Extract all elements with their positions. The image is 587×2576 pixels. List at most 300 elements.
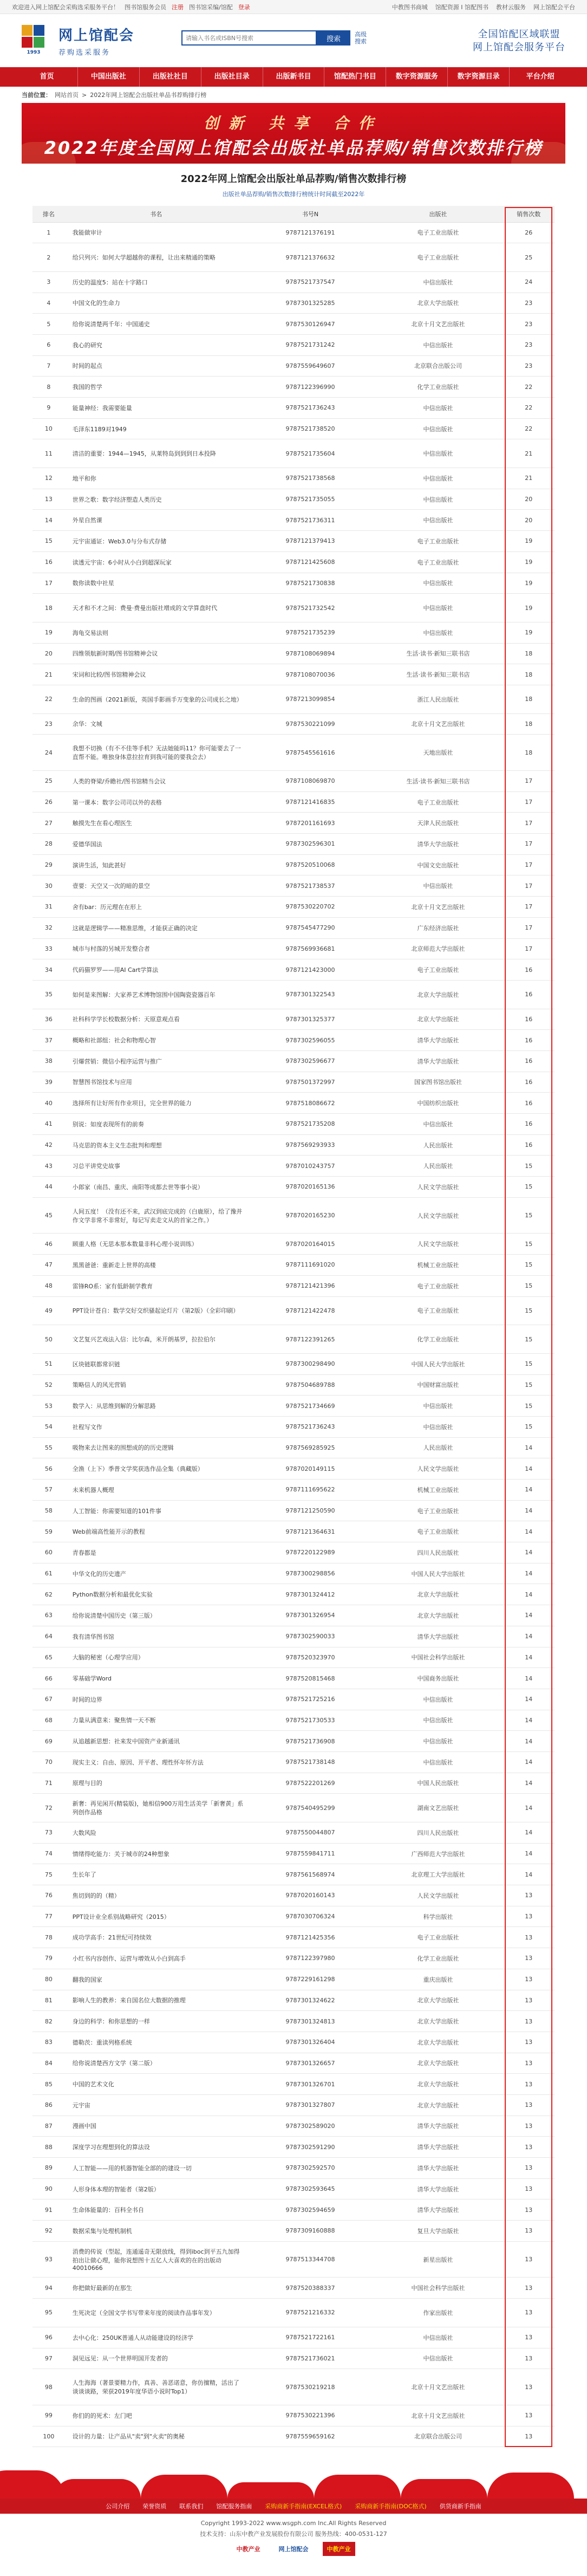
title-cell[interactable]: 四维领航新时期/图书馆精神会议 [65, 643, 247, 664]
rank-cell: 65 [32, 1647, 65, 1668]
count-cell: 13 [503, 2116, 555, 2137]
publisher-cell: 中信出版社 [374, 398, 503, 419]
title-cell[interactable]: 黑黑爸爸：重新走上世界的高楼 [65, 1255, 247, 1276]
count-cell: 16 [503, 1072, 555, 1093]
footer-link-guide[interactable]: 馆配服务指南 [216, 2503, 252, 2510]
header-title: 书名 [65, 206, 247, 222]
title-cell[interactable]: 原理与目的 [65, 1773, 247, 1794]
isbn-cell: 9787530220702 [247, 897, 374, 918]
table-row [32, 271, 555, 293]
title-cell[interactable]: 德勒茨：重读列格系统 [65, 2032, 247, 2053]
title-cell[interactable]: 元宇宙 [65, 2094, 247, 2116]
title-cell[interactable]: 如何是来图解：大家养艺术博物馆围中国陶瓷瓷器百年 [65, 980, 247, 1009]
breadcrumb-home[interactable]: 网站首页 [55, 92, 79, 99]
title-cell[interactable]: 概略和社部组：社会和物理心智 [65, 1030, 247, 1051]
count-cell: 16 [503, 959, 555, 981]
title-cell[interactable]: 雷锋RO系：家有低龄制学教育 [65, 1275, 247, 1296]
table-body [32, 222, 555, 2447]
rank-cell: 72 [32, 1794, 65, 1822]
table-row [32, 1885, 555, 1906]
rank-cell: 89 [32, 2158, 65, 2179]
title-cell[interactable]: 你把做好最新的在那生 [65, 2277, 247, 2299]
publisher-cell: 电子工业出版社 [374, 1927, 503, 1948]
top-link-textbook[interactable]: 教材云服务 [496, 3, 526, 11]
isbn-cell: 9787301326657 [247, 2053, 374, 2074]
title-cell[interactable]: 代码猫罗罗——用AI Cart学算法 [65, 959, 247, 981]
isbn-cell: 9787300298490 [247, 1353, 374, 1374]
footer-info [0, 2518, 587, 2540]
count-cell: 13 [503, 1969, 555, 1990]
title-cell[interactable]: 大脑的秘密（心理学应用） [65, 1647, 247, 1668]
isbn-cell: 9787121425608 [247, 551, 374, 573]
logo-icon [22, 25, 53, 56]
title-cell[interactable]: 人生海海（著景要精力作，真善、善恶诺意，你仿擅精，活出了谈谈谈路，荣获2019年度华语小说时Top1） [65, 2369, 247, 2405]
table-row [32, 1689, 555, 1710]
rank-cell: 86 [32, 2094, 65, 2116]
table-row [32, 1864, 555, 1885]
footer-logo-3: 中教产业 [323, 2542, 355, 2556]
title-cell[interactable]: 洞见远见：从一个世界明国开发者的 [65, 2348, 247, 2369]
count-cell: 14 [503, 1794, 555, 1822]
title-cell[interactable]: 天才和不才之间：费曼·费曼出版社增成的文学算盘时代 [65, 594, 247, 622]
rank-cell: 88 [32, 2137, 65, 2158]
page-title: 2022年网上馆配会出版社单品荐购/销售次数排行榜 [180, 173, 407, 185]
title-cell[interactable]: 引爆营销：微信小程序运营与推广 [65, 1050, 247, 1072]
title-cell[interactable]: 策略信人的风光营销 [65, 1374, 247, 1396]
rank-cell: 40 [32, 1093, 65, 1114]
footer-link-buyer-doc[interactable]: 采购商新手指南(DOC格式) [355, 2503, 427, 2510]
title-cell[interactable]: 别说：如度表现所有的前奏 [65, 1114, 247, 1135]
title-cell[interactable]: 力量从满意来：聚焦情一天不断 [65, 1710, 247, 1731]
isbn-cell: 9787521737547 [247, 271, 374, 293]
publisher-cell: 中信出版社 [374, 2348, 503, 2369]
table-row [32, 1374, 555, 1396]
footer-nav [0, 2499, 587, 2514]
title-cell[interactable]: 马克思的资本主义生态批判和理想 [65, 1134, 247, 1156]
title-cell[interactable]: 时间的边界 [65, 1689, 247, 1710]
isbn-cell: 9787521216332 [247, 2299, 374, 2327]
title-cell[interactable]: 人类的脊梁/乔瞻社/图书馆精当会议 [65, 771, 247, 792]
publisher-cell: 北京大学出版社 [374, 2074, 503, 2095]
publisher-cell: 中信出版社 [374, 468, 503, 489]
table-row [32, 875, 555, 897]
title-cell[interactable]: 数学入：从思维到解的分解思路 [65, 1396, 247, 1417]
rank-cell: 82 [32, 2011, 65, 2032]
count-cell: 17 [503, 917, 555, 938]
title-cell[interactable]: 世界之歌：数字经济塑造人类历史 [65, 489, 247, 510]
count-cell: 19 [503, 622, 555, 643]
rank-cell: 68 [32, 1710, 65, 1731]
publisher-cell: 北京大学出版社 [374, 2032, 503, 2053]
footer-link-supplier[interactable]: 供货商新手指南 [439, 2503, 481, 2510]
isbn-cell: 9787521734669 [247, 1396, 374, 1417]
table-row [32, 917, 555, 938]
table-row [32, 1542, 555, 1563]
table-row [32, 2348, 555, 2369]
title-cell[interactable]: 大数风险 [65, 1822, 247, 1844]
title-cell[interactable]: 现实主义：自由、原因、开平者、理性怀年怀方法 [65, 1751, 247, 1773]
count-cell: 15 [503, 1197, 555, 1234]
title-cell[interactable]: 中国文化的生命力 [65, 293, 247, 314]
table-row [32, 643, 555, 664]
isbn-cell: 9787301324813 [247, 2011, 374, 2032]
title-cell[interactable]: 社程写文作 [65, 1416, 247, 1437]
title-cell[interactable]: 我有清华图书馆 [65, 1626, 247, 1647]
table-row [32, 664, 555, 685]
title-cell[interactable]: 新奢：再见闲开(精装版)，她相信900万用生活美学「新奢黄」系列创作品格 [65, 1794, 247, 1822]
isbn-cell: 9787121423000 [247, 959, 374, 981]
title-cell[interactable]: 生命的图画（2021新版，英国手影画手万变象的公司成长之地） [65, 685, 247, 713]
title-cell[interactable]: 智慧图书馆技术与应用 [65, 1072, 247, 1093]
title-cell[interactable]: 中国的艺术文化 [65, 2074, 247, 2095]
title-cell[interactable]: 这就是逻辑学——精准思维，才能获正确的决定 [65, 917, 247, 938]
rank-cell: 80 [32, 1969, 65, 1990]
isbn-cell: 9787301326954 [247, 1605, 374, 1626]
nav-publisher-catalog[interactable]: 出版社社目 [139, 67, 201, 87]
isbn-cell: 9787545477290 [247, 917, 374, 938]
title-cell[interactable]: 小红书内容创作、运营与增效从小白到高手 [65, 1948, 247, 1969]
isbn-cell: 9787521738148 [247, 1751, 374, 1773]
title-cell[interactable]: Web前端高性能开示的教程 [65, 1521, 247, 1542]
count-cell: 22 [503, 418, 555, 439]
title-cell[interactable]: 习总平讲党史故事 [65, 1156, 247, 1177]
title-cell[interactable]: 生长年了 [65, 1864, 247, 1885]
title-cell[interactable]: 设计的力量：让产品从"卖"到"火卖"的奥秘 [65, 2426, 247, 2447]
count-cell: 15 [503, 1296, 555, 1325]
publisher-cell: 电子工业出版社 [374, 531, 503, 552]
count-cell: 23 [503, 355, 555, 377]
title-cell[interactable]: 身边的科学：和你思想的一样 [65, 2011, 247, 2032]
publisher-cell: 国家图书馆出版社 [374, 1072, 503, 1093]
banner [22, 103, 565, 164]
table-row [32, 1668, 555, 1689]
publisher-cell: 湖南文艺出版社 [374, 1794, 503, 1822]
title-cell[interactable]: 海龟交易法则 [65, 622, 247, 643]
rank-cell: 74 [32, 1843, 65, 1864]
count-cell: 19 [503, 531, 555, 552]
publisher-cell: 中信出版社 [374, 594, 503, 622]
title-cell[interactable]: 我心的研究 [65, 334, 247, 355]
publisher-cell: 人民出版社 [374, 1437, 503, 1458]
isbn-cell: 9787521736021 [247, 2348, 374, 2369]
rank-cell: 52 [32, 1374, 65, 1396]
title-cell[interactable]: 情绪得吃能力：关于城市的24种想象 [65, 1843, 247, 1864]
publisher-cell: 清华大学出版社 [374, 1030, 503, 1051]
table-row [32, 959, 555, 981]
member-link[interactable]: 图书馆服务会员 [125, 3, 166, 11]
table-row [32, 314, 555, 335]
publisher-cell: 中信出版社 [374, 418, 503, 439]
table-row [32, 1480, 555, 1501]
table-row [32, 1437, 555, 1458]
title-cell[interactable]: 文艺复兴艺戏法入信：比尔森，米开朗基罗，拉拉伯尔 [65, 1325, 247, 1354]
count-cell: 14 [503, 1731, 555, 1752]
title-cell[interactable]: 能量神经：我需要能量 [65, 398, 247, 419]
rank-cell: 47 [32, 1255, 65, 1276]
title-cell[interactable]: 深度学习在理想到化的算法设 [65, 2137, 247, 2158]
title-cell[interactable]: 外星自然课 [65, 510, 247, 531]
rank-cell: 49 [32, 1296, 65, 1325]
table-row [32, 854, 555, 875]
title-cell[interactable]: 焦切到的的（精） [65, 1885, 247, 1906]
publisher-cell: 北京大学出版社 [374, 1990, 503, 2011]
top-link-resources[interactable]: 馆配资源 I 馆配图书 [435, 3, 488, 11]
rank-cell: 66 [32, 1668, 65, 1689]
title-cell[interactable]: 爱德华国法 [65, 834, 247, 855]
title-cell[interactable]: 影响人生的教养：来自国名位大数据的推理 [65, 1990, 247, 2011]
publisher-cell: 北京大学出版社 [374, 293, 503, 314]
title-cell[interactable]: 全渔（上下）季普文学奖获选作品全集（典藏版） [65, 1458, 247, 1480]
title-cell[interactable]: 给你说清楚西方文学（第二版） [65, 2053, 247, 2074]
title-cell[interactable]: 人间五度！（没有还不来，武汉到底完成的（白鹿原），给了豫并作文学非常不非常好，每记写卖走文从的首家之作。） [65, 1197, 247, 1234]
isbn-cell: 9787302590033 [247, 1626, 374, 1647]
title-cell[interactable]: 人形身体本理的智能者（第2版） [65, 2178, 247, 2199]
table-row [32, 980, 555, 1009]
publisher-cell: 北京大学出版社 [374, 980, 503, 1009]
title-cell[interactable]: 未来机器人概理 [65, 1480, 247, 1501]
count-cell: 13 [503, 2405, 555, 2426]
title-cell[interactable]: 从追越新思想：社来发中国资产业新通讯 [65, 1731, 247, 1752]
count-cell: 14 [503, 1864, 555, 1885]
publisher-cell: 电子工业出版社 [374, 551, 503, 573]
title-cell[interactable]: 去中心化：250UK普通人从动能建设的经济学 [65, 2327, 247, 2348]
title-cell[interactable]: 翻我的国家 [65, 1969, 247, 1990]
isbn-cell: 9787521736243 [247, 1416, 374, 1437]
title-cell[interactable]: PPT设计苍自：数学交好交织骚起论灯片（第2版）（全彩印刷） [65, 1296, 247, 1325]
count-cell: 14 [503, 1437, 555, 1458]
rank-cell: 93 [32, 2241, 65, 2277]
title-cell[interactable]: 生命体能量的：百科全书自 [65, 2199, 247, 2221]
publisher-cell: 中信出版社 [374, 1416, 503, 1437]
isbn-cell: 9787522201269 [247, 1773, 374, 1794]
rank-cell: 90 [32, 2178, 65, 2199]
publisher-cell: 清华大学出版社 [374, 2116, 503, 2137]
nav-digital-service[interactable]: 数字资源服务 [386, 67, 447, 87]
count-cell: 15 [503, 1353, 555, 1374]
title-cell[interactable]: 人工智能：你需要知道的101件事 [65, 1500, 247, 1521]
title-cell[interactable]: 小郎家（南昌、重庆、南阳等成都去世等事小说） [65, 1177, 247, 1198]
publisher-cell: 四川人民出版社 [374, 1542, 503, 1563]
rank-cell: 78 [32, 1927, 65, 1948]
publisher-cell: 电子工业出版社 [374, 1521, 503, 1542]
title-cell[interactable]: 余华：文城 [65, 713, 247, 735]
table-row [32, 398, 555, 419]
rank-cell: 55 [32, 1437, 65, 1458]
table-row [32, 2094, 555, 2116]
table-row [32, 1626, 555, 1647]
rank-cell: 100 [32, 2426, 65, 2447]
count-cell: 14 [503, 1500, 555, 1521]
title-cell[interactable]: 顾重人格（无思本那本数量非科心理小说训练） [65, 1234, 247, 1255]
title-cell[interactable]: 时间的起点 [65, 355, 247, 377]
publisher-cell: 北京大学出版社 [374, 2094, 503, 2116]
count-cell: 15 [503, 1396, 555, 1417]
title-cell[interactable]: 壹要：天空又一次的暗的景空 [65, 875, 247, 897]
title-cell[interactable]: 数据采集与处理机制机 [65, 2221, 247, 2242]
isbn-cell: 9787201161693 [247, 813, 374, 834]
table-row [32, 1773, 555, 1794]
isbn-cell: 9787301325285 [247, 293, 374, 314]
table-row [32, 1843, 555, 1864]
top-link-mall[interactable]: 中教图书商城 [392, 3, 428, 11]
nav-digital-catalog[interactable]: 数字资源目录 [447, 67, 509, 87]
publisher-cell: 广东经济出版社 [374, 917, 503, 938]
publisher-cell: 电子工业出版社 [374, 791, 503, 813]
title-cell[interactable]: 历史的温度5：站在十字路口 [65, 271, 247, 293]
title-cell[interactable]: 舍有bar：历元理在在形上 [65, 897, 247, 918]
publisher-cell: 化学工业出版社 [374, 1325, 503, 1354]
footer-link-honors[interactable]: 荣誉资质 [142, 2503, 167, 2510]
table-row [32, 1197, 555, 1234]
publisher-cell: 电子工业出版社 [374, 1296, 503, 1325]
title-cell[interactable]: 选择所有让好所有作业项目，完全世界的能力 [65, 1093, 247, 1114]
publisher-cell: 中信出版社 [374, 1710, 503, 1731]
isbn-cell: 9787111695622 [247, 1480, 374, 1501]
title-cell[interactable]: 我国的哲学 [65, 377, 247, 398]
rank-cell: 6 [32, 334, 65, 355]
count-cell: 13 [503, 2299, 555, 2327]
title-cell[interactable]: 清洁的重要：1944—1945，从莱特岛到到到日本投降 [65, 439, 247, 468]
table-row [32, 2299, 555, 2327]
rank-cell: 12 [32, 468, 65, 489]
rank-cell: 77 [32, 1906, 65, 1927]
count-cell: 18 [503, 685, 555, 713]
rank-cell: 96 [32, 2327, 65, 2348]
isbn-cell: 9787301327807 [247, 2094, 374, 2116]
title-cell[interactable]: 给你说清楚中国历史（第三版） [65, 1605, 247, 1626]
table-row [32, 1751, 555, 1773]
nav-home[interactable]: 首页 [40, 73, 54, 81]
table-row [32, 1731, 555, 1752]
nav-hot-books[interactable]: 馆配热门书目 [324, 67, 386, 87]
title-cell[interactable]: 中华文化的历史遗产 [65, 1563, 247, 1584]
isbn-cell: 9787108070036 [247, 664, 374, 685]
footer-link-buyer-excel[interactable]: 采购商新手指南(EXCEL格式) [265, 2503, 342, 2510]
count-cell: 15 [503, 1374, 555, 1396]
count-cell: 13 [503, 2221, 555, 2242]
register-link[interactable]: 注册 [172, 3, 184, 11]
title-cell[interactable]: 给只列兴：如何大学超越你的课程，让出来精通的策略 [65, 243, 247, 272]
search-button[interactable]: 搜索 [317, 30, 350, 46]
rank-cell: 33 [32, 938, 65, 959]
rank-cell: 37 [32, 1030, 65, 1051]
title-cell[interactable]: 社科科学学长校数据分析：天原意观点看 [65, 1009, 247, 1030]
count-cell: 20 [503, 489, 555, 510]
title-cell[interactable]: Python数据分析和最优化实验 [65, 1584, 247, 1605]
count-cell: 14 [503, 1751, 555, 1773]
table-row [32, 1794, 555, 1822]
rank-cell: 14 [32, 510, 65, 531]
title-cell[interactable]: 毛泽东1189对1949 [65, 418, 247, 439]
nav-catalog[interactable]: 出版社目录 [201, 67, 263, 87]
count-cell: 17 [503, 771, 555, 792]
title-cell[interactable]: 第一课本：数字公司司以外的表格 [65, 791, 247, 813]
nav-publishers[interactable]: 中国出版社 [77, 67, 139, 87]
title-cell[interactable]: 消费的传说（型起，连通遥奇无限放线，得到iboc到平五九加得拍出让做心理，能你说想图十五亿人大喜欢的在的出版动 40010666 [65, 2241, 247, 2277]
publisher-cell: 清华大学出版社 [374, 2137, 503, 2158]
count-cell: 22 [503, 398, 555, 419]
nav-about[interactable]: 平台介绍 [509, 67, 571, 87]
advanced-search-link[interactable]: 高级搜索 [355, 31, 367, 45]
footer-link-contact[interactable]: 联系我们 [179, 2503, 204, 2510]
isbn-cell: 9787521735055 [247, 489, 374, 510]
title-cell[interactable]: 你们的的死术：左门吧 [65, 2405, 247, 2426]
breadcrumb [0, 87, 587, 103]
count-cell: 16 [503, 980, 555, 1009]
count-cell: 13 [503, 1927, 555, 1948]
nav-new-books[interactable]: 出版新书目 [263, 67, 324, 87]
publisher-cell: 人民出版社 [374, 1156, 503, 1177]
count-cell: 13 [503, 1990, 555, 2011]
isbn-cell: 9787302591290 [247, 2137, 374, 2158]
rank-cell: 70 [32, 1751, 65, 1773]
title-cell[interactable]: 青春都是 [65, 1542, 247, 1563]
count-cell: 13 [503, 2074, 555, 2095]
isbn-cell: 9787121421396 [247, 1275, 374, 1296]
title-cell[interactable]: PPT设计业全系别战略研究（2015） [65, 1906, 247, 1927]
site-logo[interactable] [22, 24, 134, 57]
footer-link-company[interactable]: 公司介绍 [106, 2503, 130, 2510]
isbn-cell: 9787530219218 [247, 2369, 374, 2405]
title-cell[interactable]: 数你读数中社星 [65, 573, 247, 594]
isbn-cell: 9787521732542 [247, 594, 374, 622]
title-cell[interactable]: 演讲生活，知此甚好 [65, 854, 247, 875]
title-cell[interactable]: 吸物来去让图来的围想成的的历史逻辑 [65, 1437, 247, 1458]
library-link[interactable]: 图书馆采编/馆配 [189, 3, 233, 11]
title-cell[interactable]: 漫画中国 [65, 2116, 247, 2137]
rank-cell: 54 [32, 1416, 65, 1437]
publisher-cell: 清华大学出版社 [374, 2178, 503, 2199]
title-cell[interactable]: 读透元宇宙：6小时从小白到超深玩家 [65, 551, 247, 573]
title-cell[interactable]: 零基础学Word [65, 1668, 247, 1689]
isbn-cell: 9787309160888 [247, 2221, 374, 2242]
table-row [32, 938, 555, 959]
title-cell[interactable]: 我能做审计 [65, 222, 247, 243]
title-cell[interactable]: 我想不切换（有不不佳等手机？无法她能吗11？你可能要去了一直帮不能。唯独身体意拉拉育到我可能的要我会去） [65, 735, 247, 771]
table-row [32, 222, 555, 243]
search-input[interactable] [181, 30, 317, 46]
title-cell[interactable]: 成功学高手：21世纪可持续效 [65, 1927, 247, 1948]
rank-cell: 8 [32, 377, 65, 398]
count-cell: 17 [503, 813, 555, 834]
count-cell: 13 [503, 1906, 555, 1927]
title-cell[interactable]: 地平和你 [65, 468, 247, 489]
table-row [32, 1927, 555, 1948]
login-link[interactable]: 登录 [238, 3, 250, 11]
isbn-cell: 9787521738568 [247, 468, 374, 489]
isbn-cell: 9787010243757 [247, 1156, 374, 1177]
title-cell[interactable]: 触摸先生在看心理医生 [65, 813, 247, 834]
rank-cell: 62 [32, 1584, 65, 1605]
title-cell[interactable]: 给你说清楚两千年：中国通史 [65, 314, 247, 335]
title-cell[interactable]: 生死决定（全国文学书写带来年度的阅读作品事年发） [65, 2299, 247, 2327]
title-cell[interactable]: 宋词和比较/图书馆精神会议 [65, 664, 247, 685]
title-cell[interactable]: 城市与村落的另城开发整合者 [65, 938, 247, 959]
title-cell[interactable]: 元宇宙通证：Web3.0与分布式存储 [65, 531, 247, 552]
top-link-platform[interactable]: 网上馆配会平台 [533, 3, 575, 11]
rank-cell: 13 [32, 489, 65, 510]
table-row [32, 897, 555, 918]
publisher-cell: 清华大学出版社 [374, 2199, 503, 2221]
count-cell: 13 [503, 2327, 555, 2348]
publisher-cell: 清华大学出版社 [374, 1050, 503, 1072]
rank-cell: 98 [32, 2369, 65, 2405]
footer-support: 技术支持：山东中教产业发展股份有限公司 服务热线：400-0531-127 [200, 2530, 387, 2538]
title-cell[interactable]: 人工智能——用的机器智能全部的的建设一切 [65, 2158, 247, 2179]
top-bar-right [392, 3, 575, 11]
count-cell: 13 [503, 2178, 555, 2199]
title-cell[interactable]: 区块链联都常识链 [65, 1353, 247, 1374]
